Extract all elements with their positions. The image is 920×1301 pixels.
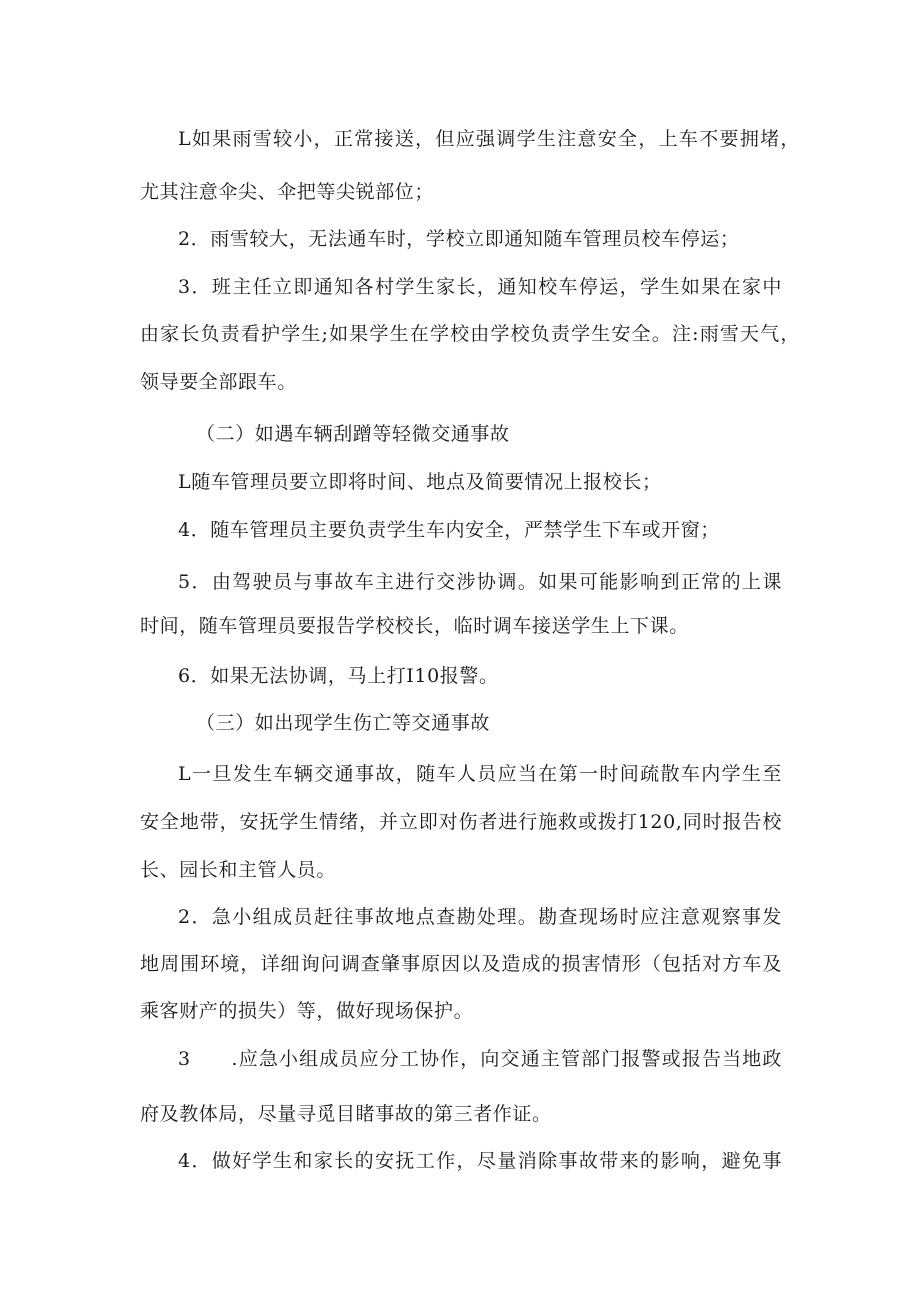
section-heading: （二）如遇车辆刮蹭等轻微交通事故: [196, 423, 510, 445]
paragraph-line: 4．随车管理员主要负责学生车内安全，严禁学生下车或开窗；: [178, 519, 720, 541]
paragraph-line: L如果雨雪较小，正常接送，但应强调学生注意安全，上车不要拥堵，: [178, 128, 800, 150]
paragraph-line: 4．做好学生和家长的安抚工作，尽量消除事故带来的影响，避免事: [178, 1150, 782, 1172]
paragraph-line: 6．如果无法协调，马上打I10报警。: [178, 665, 499, 687]
section-heading: （三）如出现学生伤亡等交通事故: [196, 712, 491, 734]
paragraph-line: 地周围环境，详细询问调查肇事原因以及造成的损害情形（包括对方车及: [140, 953, 782, 975]
paragraph-line: 尤其注意伞尖、伞把等尖锐部位；: [140, 181, 435, 203]
paragraph-line: 府及教体局，尽量寻觅目睹事故的第三者作证。: [140, 1103, 552, 1125]
paragraph-line: 乘客财产的损失）等，做好现场保护。: [140, 1000, 474, 1022]
paragraph-line: 安全地带，安抚学生情绪，并立即对伤者进行施救或拨打120,同时报告校: [140, 811, 782, 833]
paragraph-line: 时间，随车管理员要报告学校校长，临时调车接送学生上下课。: [140, 615, 689, 637]
paragraph-line: L一旦发生车辆交通事故，随车人员应当在第一时间疏散车内学生至: [178, 763, 782, 785]
paragraph-line: 领导要全部跟车。: [140, 371, 297, 393]
paragraph-line: 2．雨雪较大，无法通车时，学校立即通知随车管理员校车停运；: [178, 228, 740, 250]
paragraph-line: 2．急小组成员赶往事故地点查勘处理。勘查现场时应注意观察事发: [178, 906, 782, 928]
paragraph-line: 3．班主任立即通知各村学生家长，通知校车停运，学生如果在家中: [178, 276, 782, 298]
paragraph-line: 由家长负责看护学生;如果学生在学校由学校负责学生安全。注:雨雪天气，: [140, 323, 800, 345]
paragraph-line: 3 .应急小组成员应分工协作，向交通主管部门报警或报告当地政: [178, 1048, 782, 1070]
paragraph-line: L随车管理员要立即将时间、地点及简要情况上报校长；: [178, 471, 662, 493]
paragraph-line: 5．由驾驶员与事故车主进行交涉协调。如果可能影响到正常的上课: [178, 571, 782, 593]
paragraph-line: 长、园长和主管人员。: [140, 859, 337, 881]
